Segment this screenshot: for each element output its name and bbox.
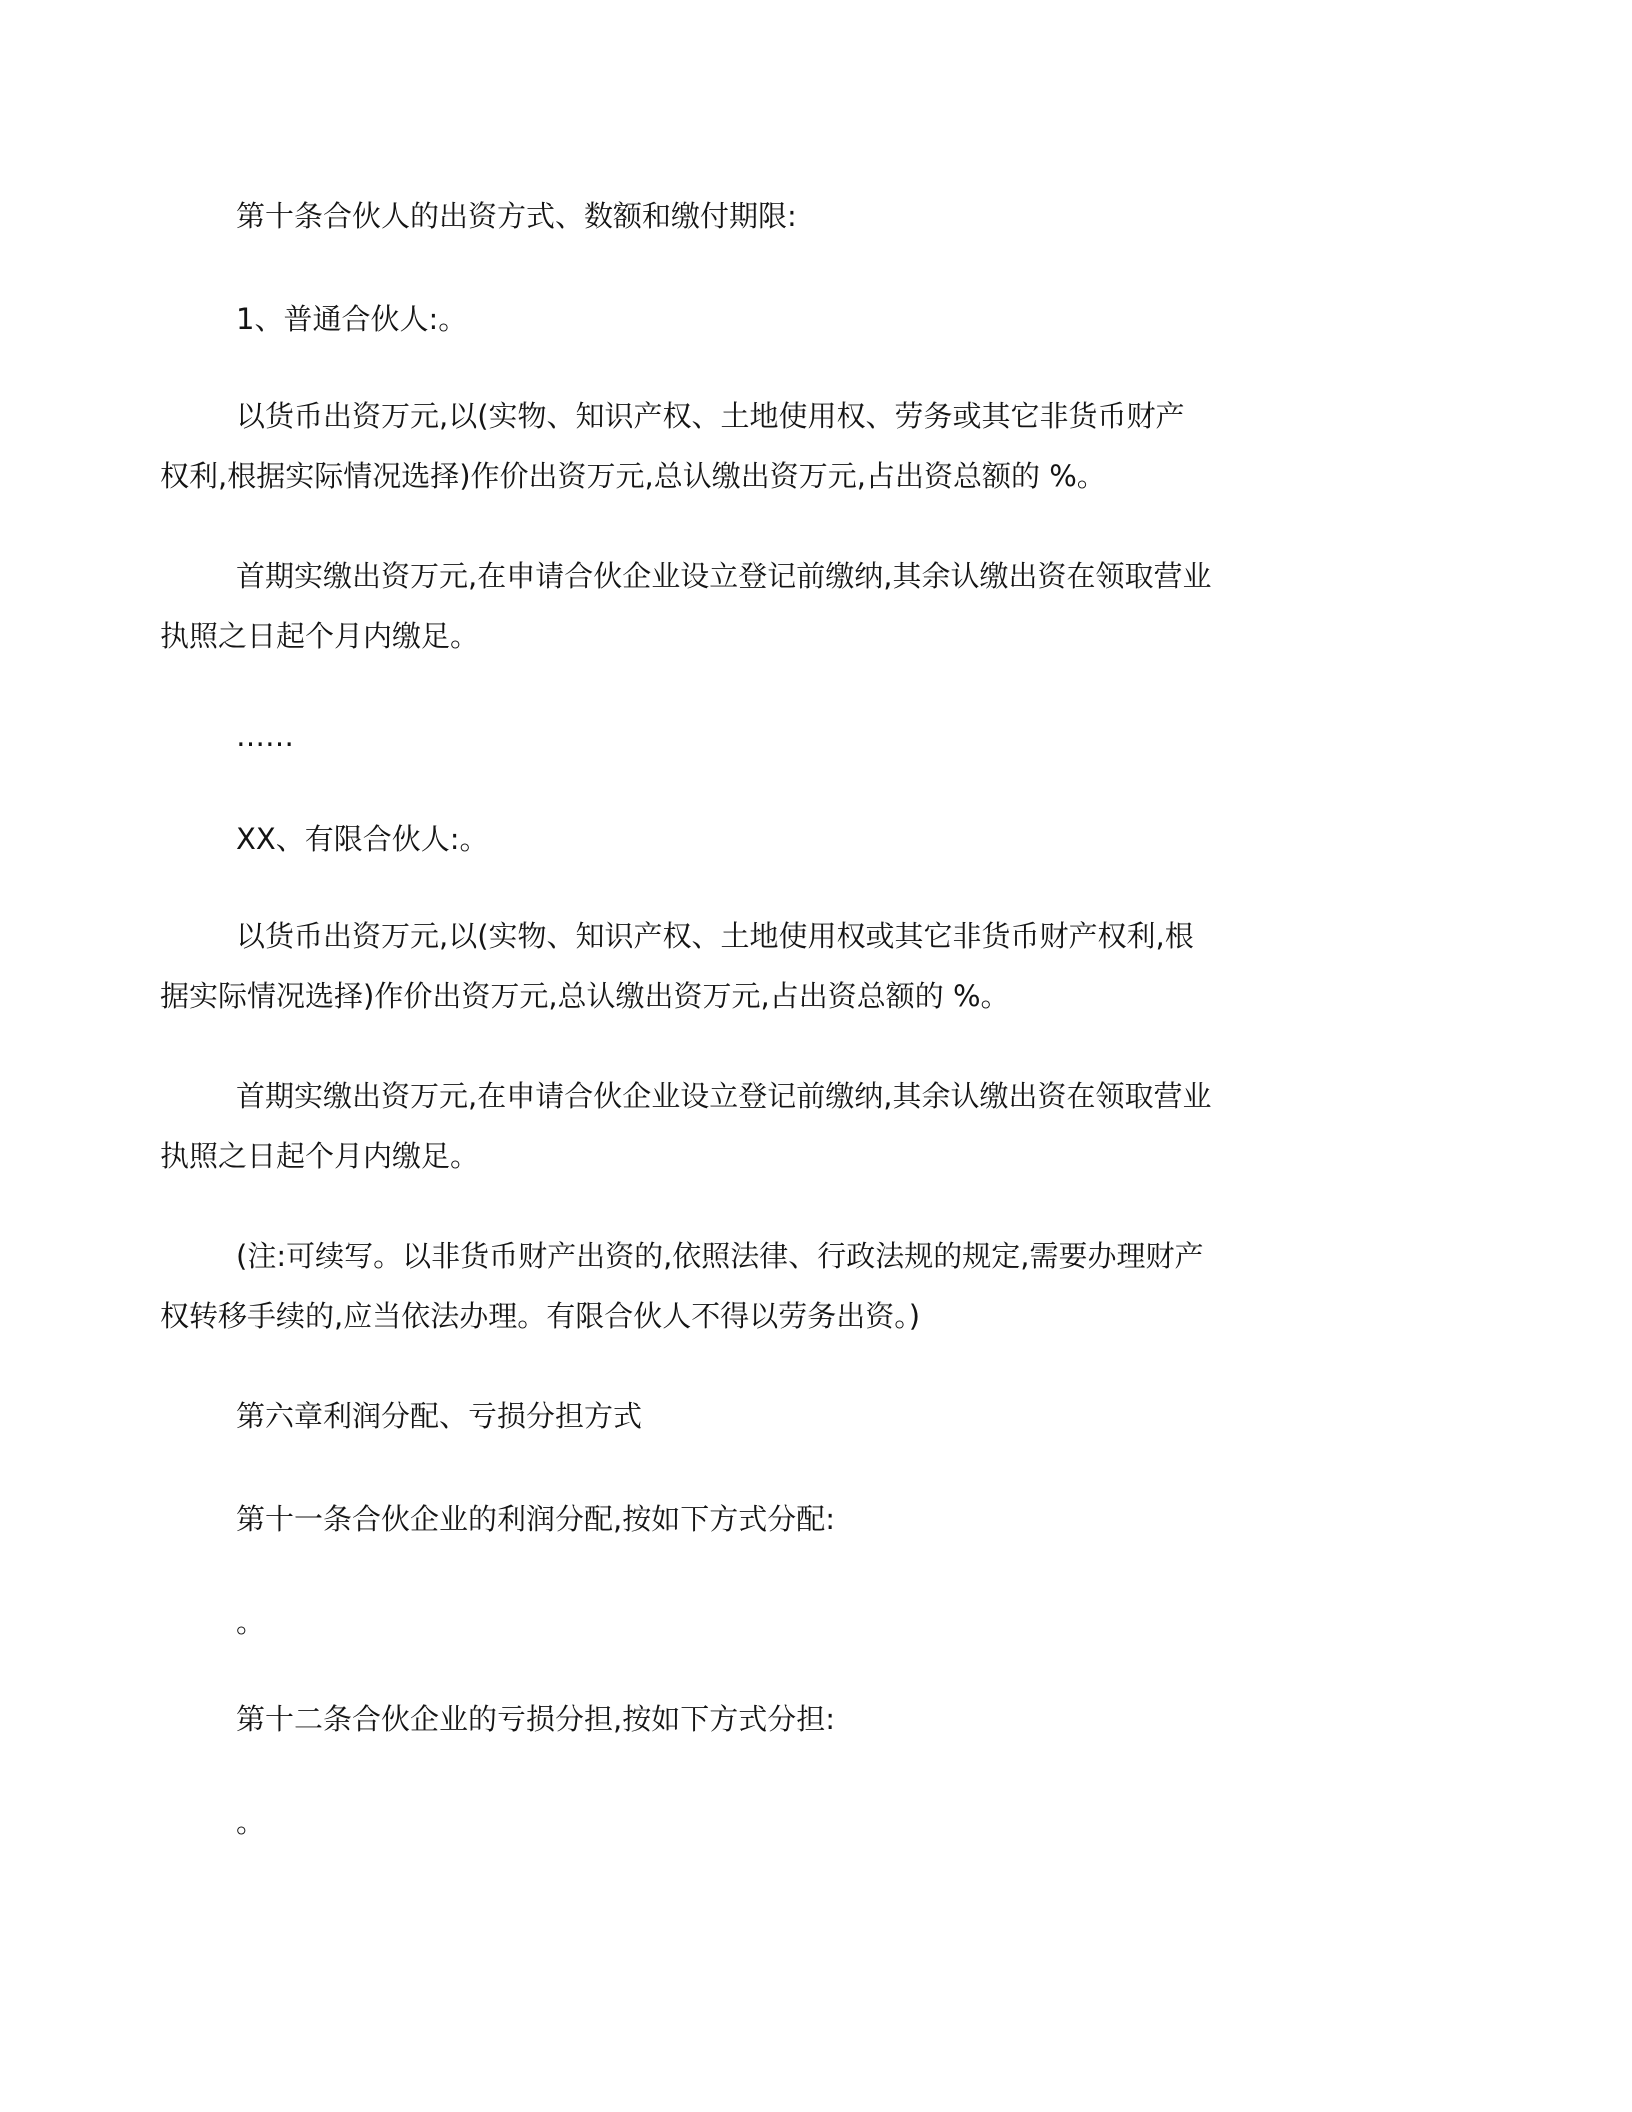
limited-partner-payment-paragraph: 首期实缴出资万元,在申请合伙企业设立登记前缴纳,其余认缴出资在领取营业 执照之日起个月内缴足。	[160, 1079, 1212, 1173]
limited-partner-heading: XX、有限合伙人:。	[236, 822, 489, 856]
general-partner-heading: 1、普通合伙人:。	[236, 302, 468, 336]
limited-partner-contribution-paragraph: 以货币出资万元,以(实物、知识产权、土地使用权或其它非货币财产权利,根 据实际情况选择)作价出资万元,总认缴出资万元,占出资总额的 %。	[160, 919, 1194, 1013]
chapter-6-heading: 第六章利润分配、亏损分担方式	[236, 1399, 643, 1433]
article-11-heading: 第十一条合伙企业的利润分配,按如下方式分配:	[236, 1502, 835, 1536]
article-11-blank-line: 。	[236, 1605, 266, 1639]
article-12-heading: 第十二条合伙企业的亏损分担,按如下方式分担:	[236, 1702, 835, 1736]
note-paragraph: (注:可续写。以非货币财产出资的,依照法律、行政法规的规定,需要办理财产 权转移手续的,应当依法办理。有限合伙人不得以劳务出资。)	[160, 1239, 1204, 1333]
general-partner-contribution-paragraph: 以货币出资万元,以(实物、知识产权、土地使用权、劳务或其它非货币财产 权利,根据实际情况选择)作价出资万元,总认缴出资万元,占出资总额的 %。	[160, 399, 1185, 493]
article-10-heading: 第十条合伙人的出资方式、数额和缴付期限:	[236, 199, 797, 233]
article-12-blank-line: 。	[236, 1805, 266, 1839]
ellipsis-line: ……	[236, 719, 294, 753]
general-partner-payment-paragraph: 首期实缴出资万元,在申请合伙企业设立登记前缴纳,其余认缴出资在领取营业 执照之日起个月内缴足。	[160, 559, 1212, 653]
